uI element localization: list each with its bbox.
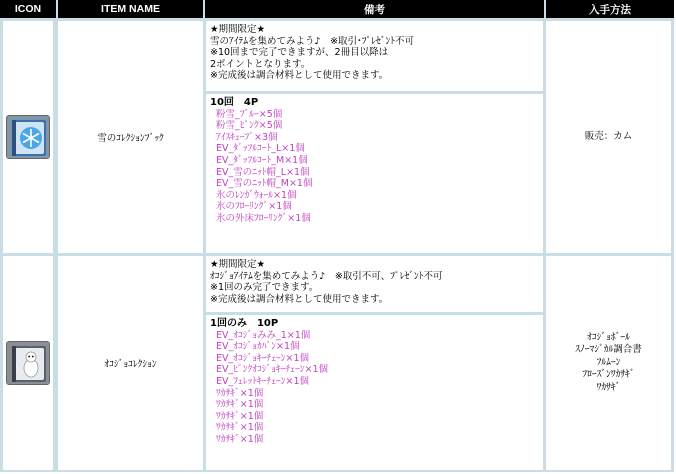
requirement-title: 10回 4P xyxy=(210,97,259,108)
note-line: ※完成後は調合材料として使用できます。 xyxy=(210,293,389,305)
note-line: ｵｺｼﾞｮｱｲﾃﾑを集めてみよう♪ ※取引不可、ﾌﾟﾚｾﾞﾝﾄ不可 xyxy=(210,270,443,282)
note-line: ★期間限定★ xyxy=(210,259,266,270)
note-line: ※完成後は調合材料として使用できます。 xyxy=(210,70,389,82)
header-item-name: ITEM NAME xyxy=(58,0,203,18)
material-item: ﾜｶｻｷﾞ×1個 xyxy=(216,410,264,422)
snow-book-icon xyxy=(6,115,50,159)
row1-notes xyxy=(206,21,543,91)
material-item: ﾜｶｻｷﾞ×1個 xyxy=(216,399,264,411)
material-item: EV_ﾀﾞｯﾌﾙｺｰﾄ_L×1個 xyxy=(216,143,305,155)
header-obtain: 入手方法 xyxy=(546,0,674,18)
material-item: 粉雪_ﾋﾟﾝｸ×5個 xyxy=(216,120,283,132)
material-item: 粉雪_ﾌﾞﾙｰ×5個 xyxy=(216,108,283,120)
row1-obtain xyxy=(546,21,671,253)
material-item: EV_雪のﾆｯﾄ帽_M×1個 xyxy=(216,178,313,190)
material-item: EV_ｵｺｼﾞｮｷｰﾁｪｰﾝ×1個 xyxy=(216,352,310,364)
material-item: ﾜｶｻｷﾞ×1個 xyxy=(216,433,264,445)
material-item: 氷のﾚﾝｶﾞｳｫｰﾙ×1個 xyxy=(216,189,297,201)
material-item: ｱｲｽｷｭｰﾌﾞ×3個 xyxy=(216,131,278,143)
note-line: 雪のｱｲﾃﾑを集めてみよう♪ ※取引･ﾌﾟﾚｾﾞﾝﾄ不可 xyxy=(210,35,415,47)
material-item: 氷の外床ﾌﾛｰﾘﾝｸﾞ×1個 xyxy=(216,212,311,224)
material-item: EV_ｵｺｼﾞｮｶﾊﾞﾝ×1個 xyxy=(216,341,300,353)
row2-icon-cell xyxy=(3,256,53,470)
ermine-book-icon xyxy=(6,341,50,385)
note-line: ※1回のみ完了できます。 xyxy=(210,282,319,294)
obtain-method: ﾌﾛｰｽﾞﾝﾜｶｻｷﾞ xyxy=(582,369,635,381)
material-item: EV_ﾀﾞｯﾌﾙｺｰﾄ_M×1個 xyxy=(216,154,308,166)
row2-obtain xyxy=(546,256,671,470)
note-line: ★期間限定★ xyxy=(210,24,266,35)
note-line: 2ポイントとなります。 xyxy=(210,58,311,70)
material-item: ﾜｶｻｷﾞ×1個 xyxy=(216,387,264,399)
obtain-method: ｵｺｼﾞｮﾎﾞｰﾙ xyxy=(587,331,630,343)
material-item: EV_ｵｺｼﾞｮみみ_1×1個 xyxy=(216,329,311,341)
header-notes: 備考 xyxy=(205,0,544,18)
note-line: ※10回まで完了できますが、2冊目以降は xyxy=(210,47,389,59)
row2-item-name: ｵｺｼﾞｮｺﾚｸｼｮﾝ xyxy=(58,256,203,470)
obtain-method: ｽﾉｰﾏｼﾞｶﾙ調合書 xyxy=(575,344,642,356)
row2-notes xyxy=(206,256,543,312)
header-icon: ICON xyxy=(0,0,56,18)
row2-requirements xyxy=(206,315,543,470)
material-item: ﾜｶｻｷﾞ×1個 xyxy=(216,422,264,434)
obtain-method: 販売：カム xyxy=(584,130,633,142)
material-item: EV_雪のﾆｯﾄ帽_L×1個 xyxy=(216,166,310,178)
material-item: 氷のﾌﾛｰﾘﾝｸﾞ×1個 xyxy=(216,201,292,213)
obtain-method: ﾌﾙﾑｰﾝ xyxy=(596,356,621,368)
row1-icon-cell xyxy=(3,21,53,253)
material-item: EV_ﾋﾟﾝｸｵｺｼﾞｮｷｰﾁｪｰﾝ×1個 xyxy=(216,364,329,376)
row1-item-name: 雪のｺﾚｸｼｮﾝﾌﾞｯｸ xyxy=(58,21,203,253)
row1-requirements xyxy=(206,94,543,253)
material-item: EV_ﾌｪﾚｯﾄｷｰﾁｪｰﾝ×1個 xyxy=(216,375,310,387)
requirement-title: 1回のみ 10P xyxy=(210,318,279,329)
obtain-method: ﾜｶｻｷﾞ xyxy=(596,381,621,393)
